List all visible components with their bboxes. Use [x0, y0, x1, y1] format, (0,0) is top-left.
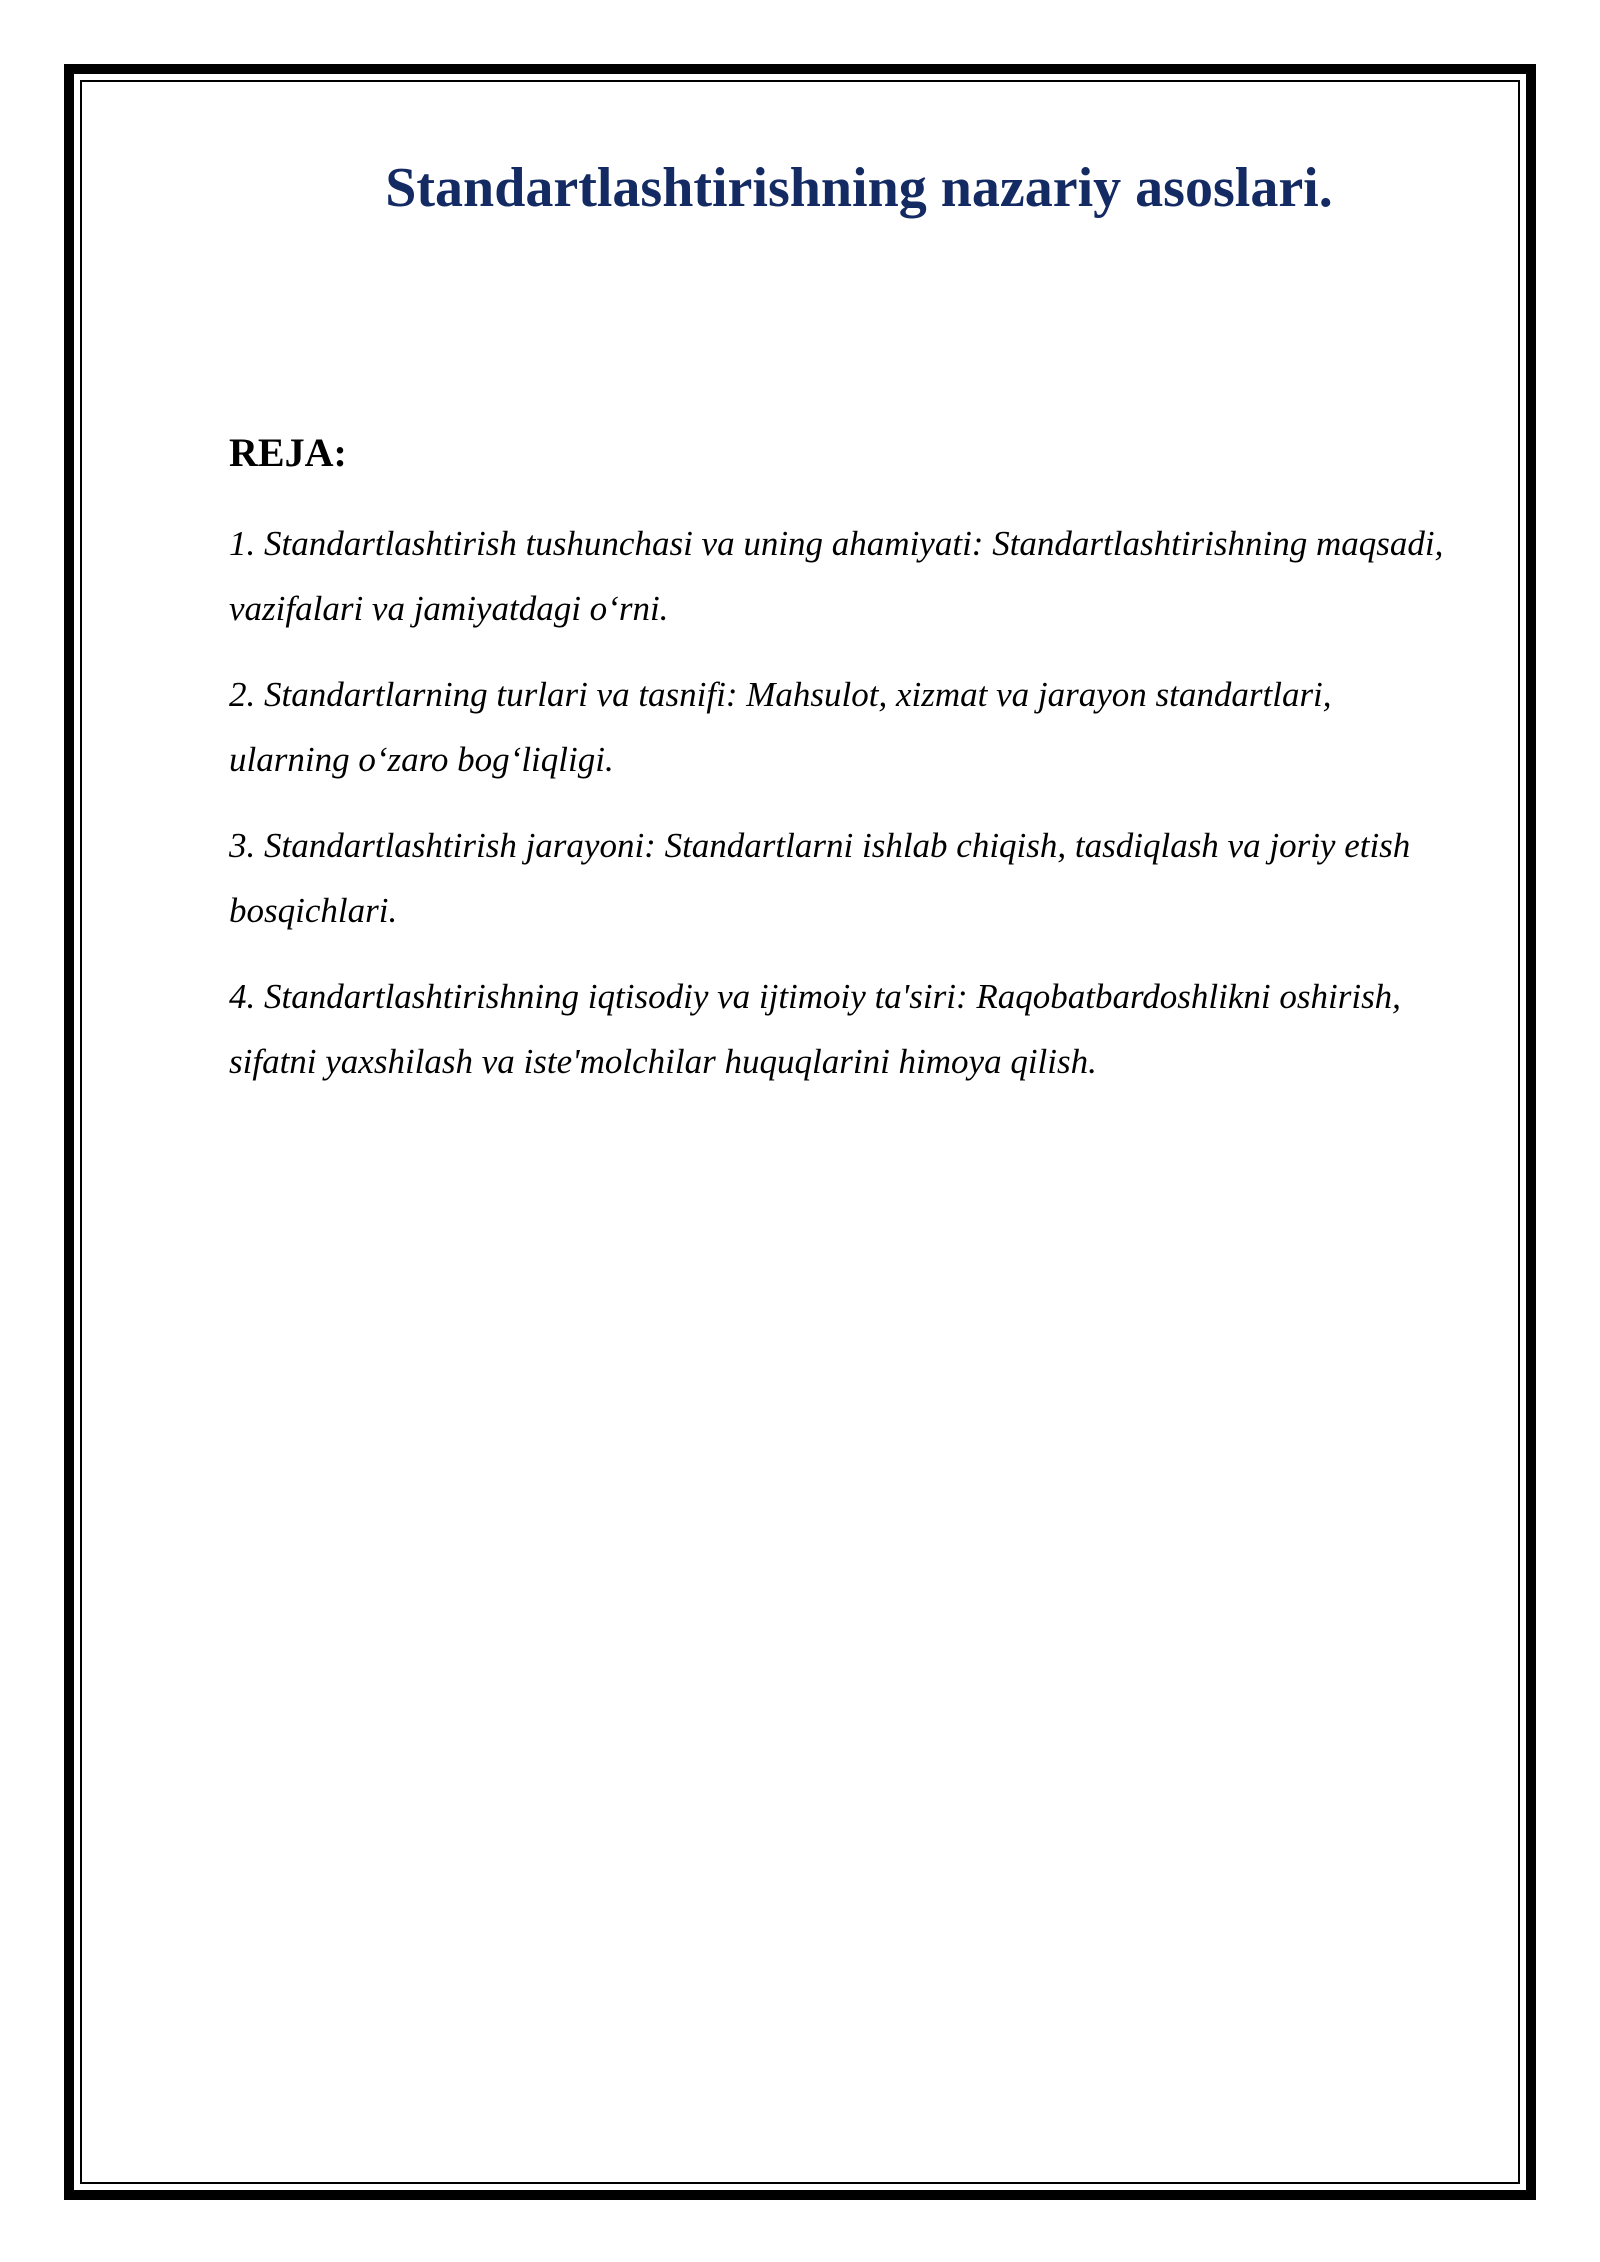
plan-section: [229, 425, 1444, 1115]
plan-item-2: 2. Standartlarning turlari va tasnifi: Mahsulot, xizmat va jarayon standartlari, ularning o‘zaro bog‘liqligi.: [229, 675, 1332, 779]
plan-item-1: 1. Standartlashtirish tushunchasi va uning ahamiyati: Standartlashtirishning maqsadi, vazifalari va jamiyatdagi o‘rni.: [229, 524, 1444, 628]
plan-item-3: 3. Standartlashtirish jarayoni: Standartlarni ishlab chiqish, tasdiqlash va joriy etish bosqichlari.: [229, 826, 1411, 930]
plan-heading: REJA:: [229, 430, 347, 475]
plan-list: [229, 511, 1444, 1094]
page-border-inner: [80, 80, 1520, 2184]
plan-item-4: 4. Standartlashtirishning iqtisodiy va ijtimoiy ta'siri: Raqobatbardoshlikni oshirish, sifatni yaxshilash va iste'molchilar huquqlarini himoya qilish.: [229, 977, 1401, 1081]
page-title: Standartlashtirishning nazariy asoslari.: [385, 157, 1333, 219]
